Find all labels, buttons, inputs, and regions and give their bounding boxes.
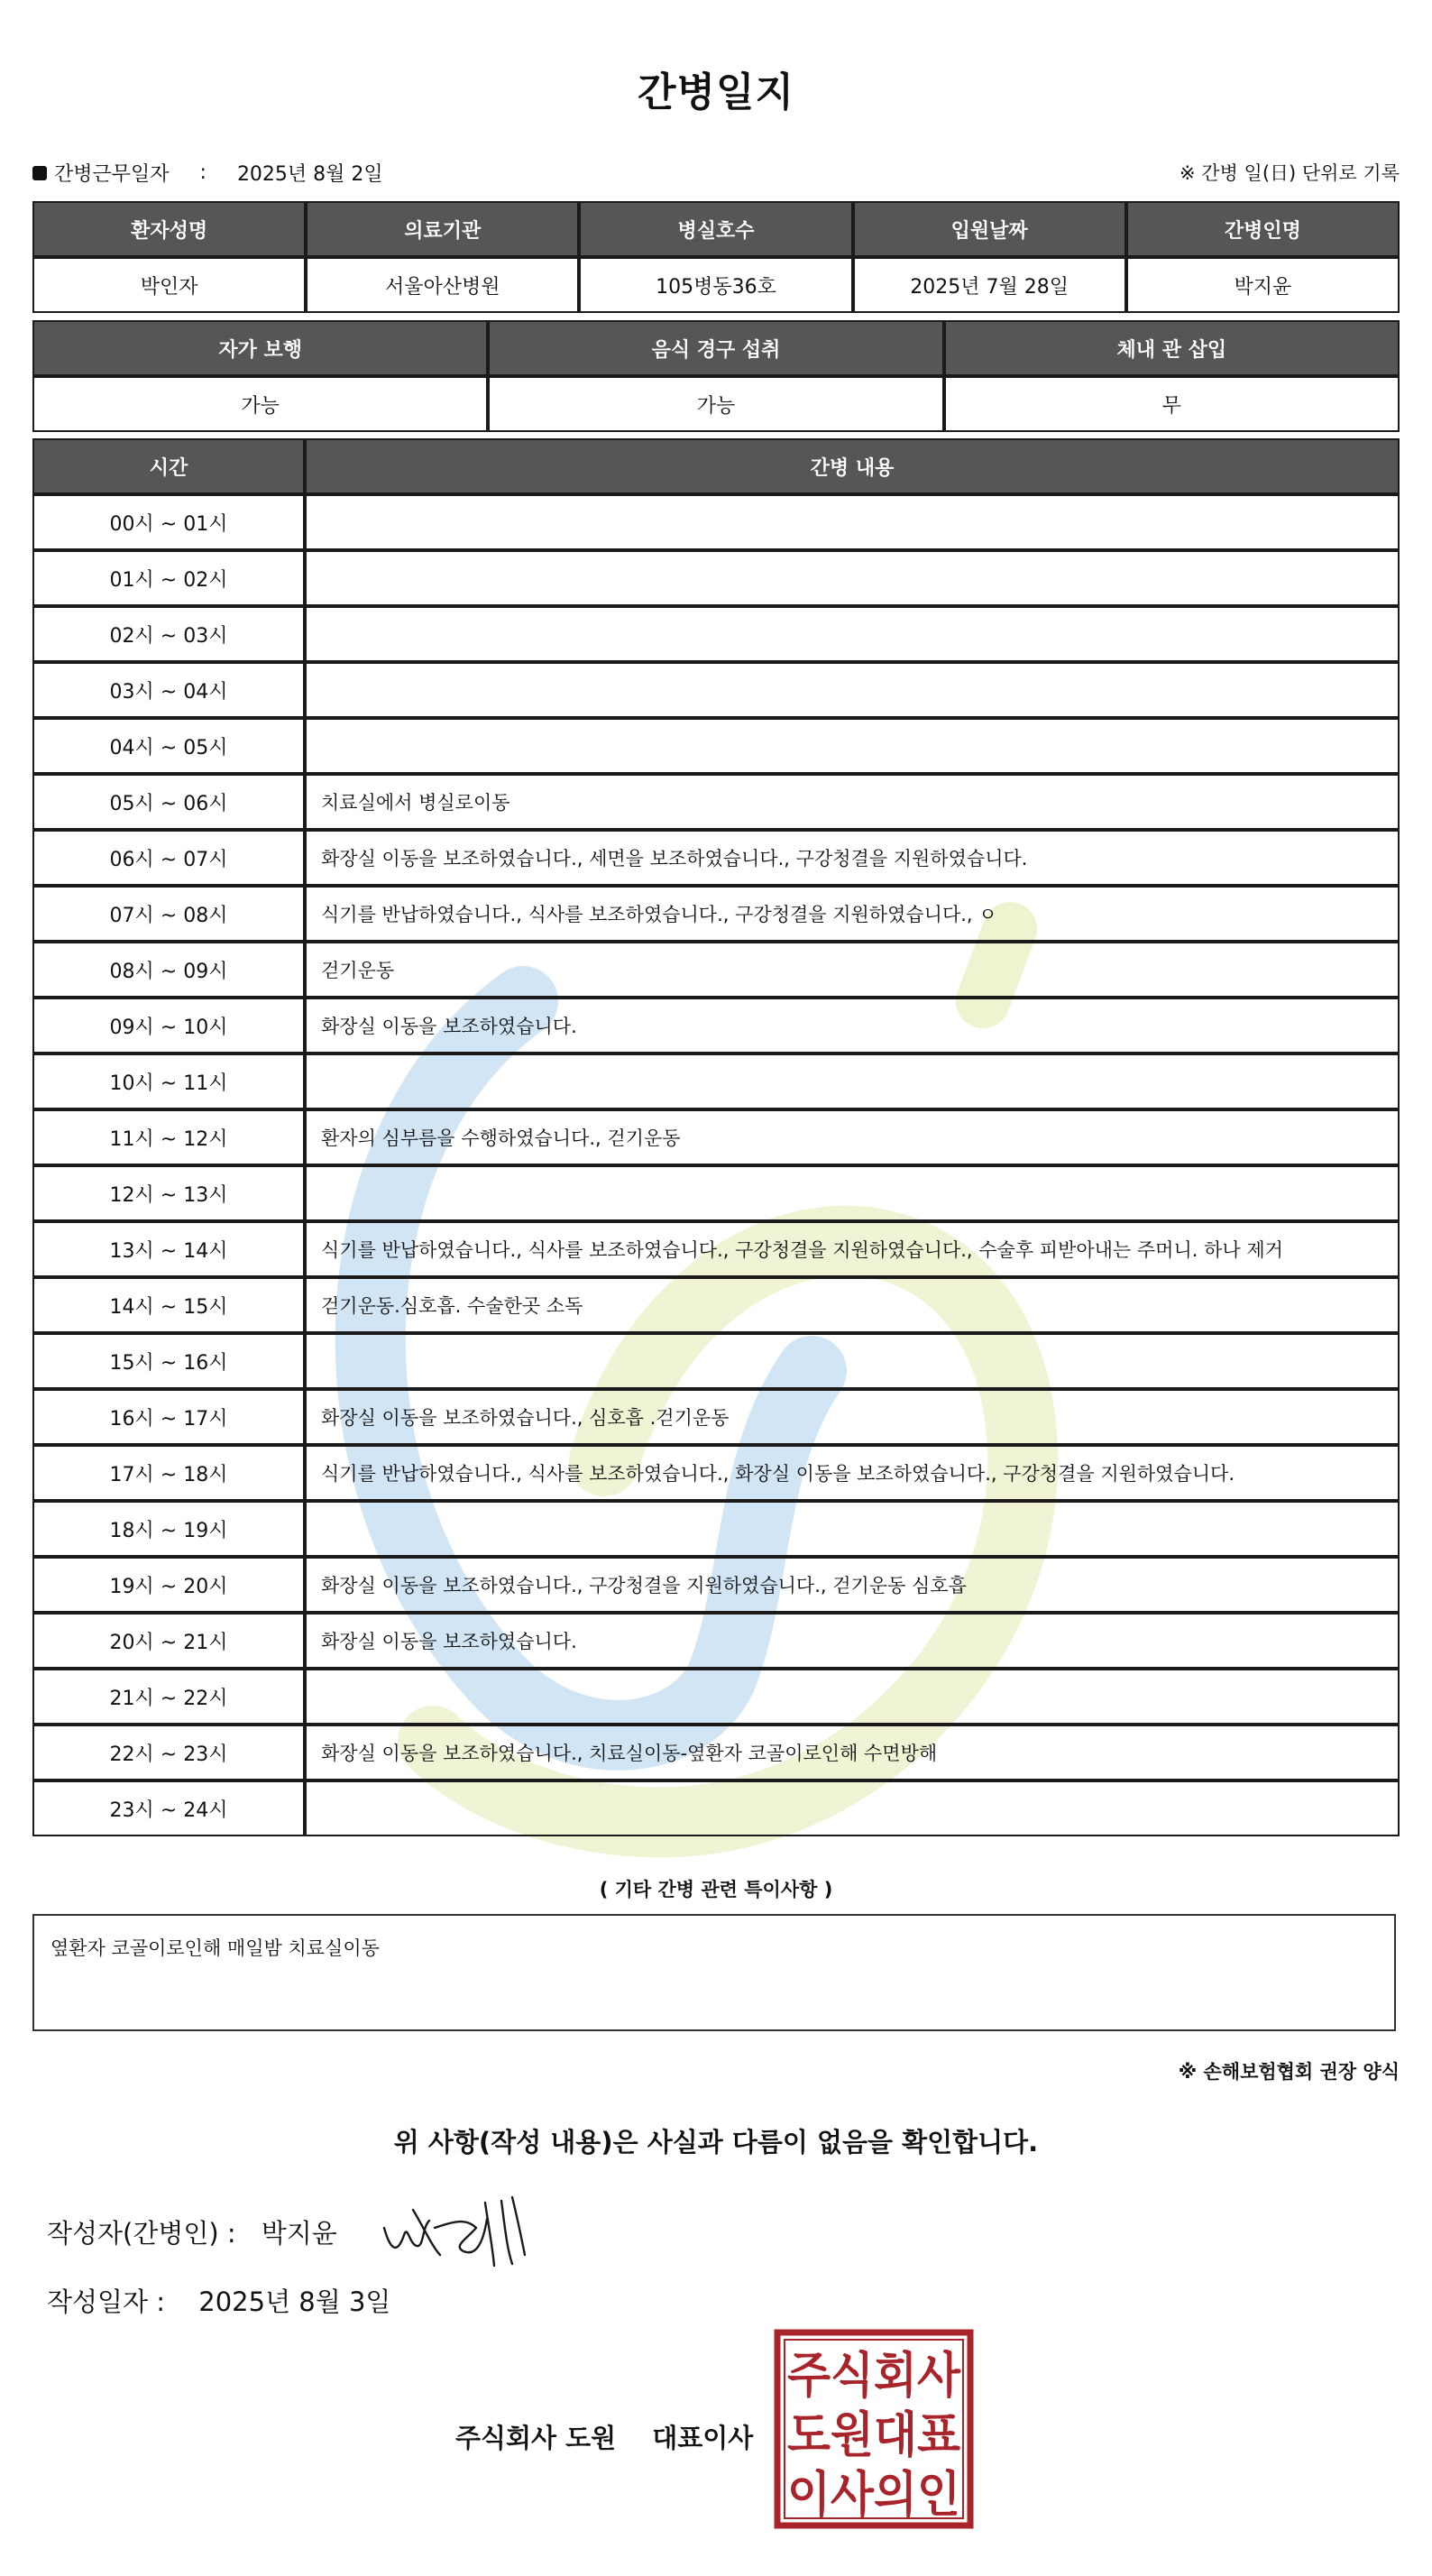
- oral-intake-value: 가능: [488, 376, 943, 432]
- care-content-cell: 걷기운동.심호흡. 수술한곳 소독: [305, 1277, 1400, 1333]
- time-cell: 06시 ~ 07시: [32, 830, 305, 886]
- time-cell: 04시 ~ 05시: [32, 718, 305, 774]
- care-content-cell: 화장실 이동을 보조하였습니다.: [305, 998, 1400, 1053]
- header-room: 병실호수: [579, 201, 852, 257]
- header-walking: 자가 보행: [32, 320, 488, 376]
- time-cell: 01시 ~ 02시: [32, 550, 305, 606]
- patient-info-table: [32, 201, 1400, 313]
- patient-name: 박인자: [32, 257, 306, 313]
- time-cell: 15시 ~ 16시: [32, 1333, 305, 1389]
- care-content-cell: [305, 1333, 1400, 1389]
- table-row: [32, 1277, 1400, 1333]
- table-row: [32, 1445, 1400, 1501]
- care-content-cell: [305, 1053, 1400, 1109]
- table-row: [32, 1333, 1400, 1389]
- time-cell: 07시 ~ 08시: [32, 886, 305, 942]
- time-cell: 23시 ~ 24시: [32, 1780, 305, 1836]
- table-row: [32, 1780, 1400, 1836]
- writer-line: [47, 2213, 337, 2250]
- work-date-separator: :: [199, 161, 207, 184]
- care-content-cell: 걷기운동: [305, 942, 1400, 998]
- header-tube: 체내 관 삽입: [944, 320, 1400, 376]
- care-content-cell: 식기를 반납하였습니다., 식사를 보조하였습니다., 구강청결을 지원하였습니다., ㅇ: [305, 886, 1400, 942]
- remarks-text: 옆환자 코골이로인해 매일밤 치료실이동: [50, 1937, 380, 1959]
- table-row: [32, 998, 1400, 1053]
- time-cell: 20시 ~ 21시: [32, 1613, 305, 1669]
- header-care-content: 간병 내용: [305, 438, 1400, 494]
- table-row: [32, 494, 1400, 550]
- table-row: [32, 1053, 1400, 1109]
- writer-label: 작성자(간병인) :: [47, 2218, 236, 2249]
- table-row: [32, 1557, 1400, 1613]
- care-content-cell: [305, 662, 1400, 718]
- care-content-cell: 식기를 반납하였습니다., 식사를 보조하였습니다., 화장실 이동을 보조하였습니다., 구강청결을 지원하였습니다.: [305, 1445, 1400, 1501]
- table-row: [32, 662, 1400, 718]
- record-note: ※ 간병 일(日) 단위로 기록: [1180, 162, 1400, 184]
- page-title: 간병일지: [637, 69, 794, 115]
- table-row: [32, 830, 1400, 886]
- table-row: [32, 774, 1400, 830]
- care-content-cell: 화장실 이동을 보조하였습니다., 세면을 보조하였습니다., 구강청결을 지원하였습니다.: [305, 830, 1400, 886]
- time-cell: 05시 ~ 06시: [32, 774, 305, 830]
- table-row: [32, 606, 1400, 662]
- remarks-title: ( 기타 간병 관련 특이사항 ): [599, 1879, 833, 1900]
- time-cell: 17시 ~ 18시: [32, 1445, 305, 1501]
- company-seal-stamp: [774, 2329, 974, 2529]
- time-cell: 13시 ~ 14시: [32, 1221, 305, 1277]
- care-content-cell: 환자의 심부름을 수행하였습니다., 걷기운동: [305, 1109, 1400, 1165]
- time-cell: 16시 ~ 17시: [32, 1389, 305, 1445]
- table-row: [32, 1109, 1400, 1165]
- care-content-cell: [305, 606, 1400, 662]
- written-date-value: 2025년 8월 3일: [198, 2286, 391, 2317]
- hourly-log-table: [32, 438, 1400, 1836]
- table-row: [32, 886, 1400, 942]
- company-line: [455, 2418, 753, 2455]
- table-row: [32, 1501, 1400, 1557]
- time-cell: 12시 ~ 13시: [32, 1165, 305, 1221]
- room-number: 105병동36호: [579, 257, 852, 313]
- table-row: [32, 718, 1400, 774]
- care-content-cell: 식기를 반납하였습니다., 식사를 보조하였습니다., 구강청결을 지원하였습니다., 수술후 피받아내는 주머니. 하나 제거: [305, 1221, 1400, 1277]
- care-content-cell: [305, 1501, 1400, 1557]
- tube-value: 무: [944, 376, 1400, 432]
- remarks-box: [32, 1914, 1396, 2031]
- written-date-line: [47, 2282, 390, 2319]
- table-row: [32, 942, 1400, 998]
- table-row: [32, 1669, 1400, 1725]
- table-row: [32, 550, 1400, 606]
- header-oral-intake: 음식 경구 섭취: [488, 320, 943, 376]
- time-cell: 14시 ~ 15시: [32, 1277, 305, 1333]
- time-cell: 08시 ~ 09시: [32, 942, 305, 998]
- header-patient-name: 환자성명: [32, 201, 306, 257]
- time-cell: 21시 ~ 22시: [32, 1669, 305, 1725]
- care-content-cell: [305, 1780, 1400, 1836]
- care-content-cell: 화장실 이동을 보조하였습니다., 구강청결을 지원하였습니다., 걷기운동 심호흡: [305, 1557, 1400, 1613]
- care-content-cell: [305, 1669, 1400, 1725]
- seal-line-2: 도원대표: [787, 2406, 960, 2463]
- company-name: 주식회사 도원: [455, 2423, 617, 2453]
- care-content-cell: [305, 494, 1400, 550]
- table-row: [32, 1389, 1400, 1445]
- handwritten-signature: [377, 2192, 530, 2273]
- recommend-note: ※ 손해보험협회 권장 양식: [1178, 2061, 1400, 2083]
- header-time: 시간: [32, 438, 305, 494]
- seal-line-3: 이사의인: [787, 2466, 960, 2523]
- time-cell: 11시 ~ 12시: [32, 1109, 305, 1165]
- writer-name: 박지윤: [261, 2218, 337, 2249]
- company-title: 대표이사: [652, 2423, 754, 2453]
- walking-value: 가능: [32, 376, 488, 432]
- header-caregiver: 간병인명: [1126, 201, 1400, 257]
- table-row: [32, 1725, 1400, 1780]
- time-cell: 02시 ~ 03시: [32, 606, 305, 662]
- header-hospital: 의료기관: [306, 201, 579, 257]
- care-content-cell: [305, 718, 1400, 774]
- seal-line-1: 주식회사: [787, 2347, 961, 2404]
- time-cell: 18시 ~ 19시: [32, 1501, 305, 1557]
- care-content-cell: 화장실 이동을 보조하였습니다., 심호흡 .걷기운동: [305, 1389, 1400, 1445]
- time-cell: 00시 ~ 01시: [32, 494, 305, 550]
- header-admission-date: 입원날짜: [853, 201, 1126, 257]
- patient-status-table: [32, 320, 1400, 432]
- table-row: [32, 1221, 1400, 1277]
- time-cell: 10시 ~ 11시: [32, 1053, 305, 1109]
- work-date-label: 간병근무일자: [54, 163, 170, 186]
- work-date-value: 2025년 8월 2일: [236, 163, 383, 186]
- time-cell: 19시 ~ 20시: [32, 1557, 305, 1613]
- time-cell: 03시 ~ 04시: [32, 662, 305, 718]
- bullet-square-icon: [32, 166, 47, 180]
- caregiver-name: 박지윤: [1126, 257, 1400, 313]
- care-content-cell: 화장실 이동을 보조하였습니다.: [305, 1613, 1400, 1669]
- care-content-cell: 치료실에서 병실로이동: [305, 774, 1400, 830]
- table-row: [32, 1165, 1400, 1221]
- time-cell: 22시 ~ 23시: [32, 1725, 305, 1780]
- written-date-label: 작성일자 :: [47, 2286, 166, 2317]
- time-cell: 09시 ~ 10시: [32, 998, 305, 1053]
- care-content-cell: [305, 550, 1400, 606]
- care-content-cell: 화장실 이동을 보조하였습니다., 치료실이동-옆환자 코골이로인해 수면방해: [305, 1725, 1400, 1780]
- confirm-statement: 위 사항(작성 내용)은 사실과 다름이 없음을 확인합니다.: [393, 2127, 1039, 2157]
- table-row: [32, 1613, 1400, 1669]
- work-date: [32, 159, 383, 187]
- care-content-cell: [305, 1165, 1400, 1221]
- hospital-name: 서울아산병원: [306, 257, 579, 313]
- admission-date: 2025년 7월 28일: [853, 257, 1126, 313]
